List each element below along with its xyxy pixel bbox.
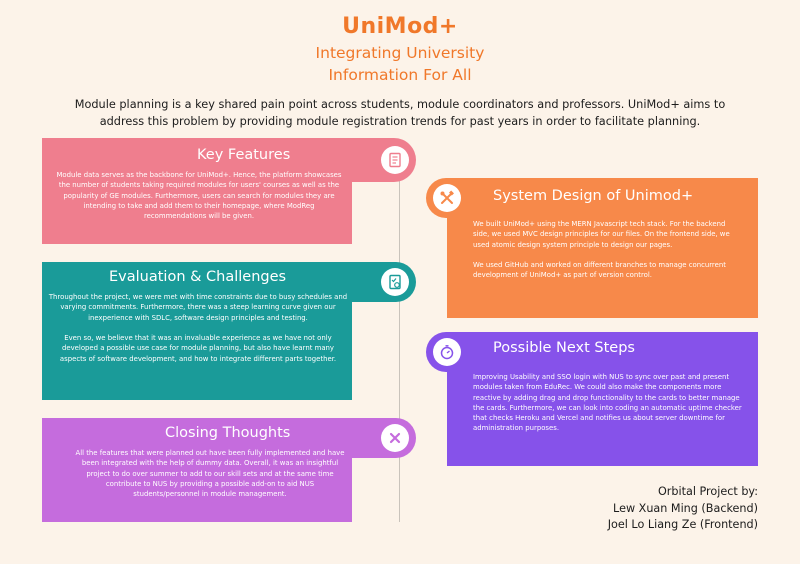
- document-list-icon: [381, 146, 409, 174]
- card-title: Possible Next Steps: [493, 340, 635, 356]
- card-body: [473, 372, 749, 434]
- card-paragraph: Throughout the project, we were met with time constraints due to busy schedules and varying commitments. Furthermore, there was a steep learning curve given our inexperience with SDLC, software design principles and testing.: [48, 293, 348, 322]
- card-paragraph: We built UniMod+ using the MERN Javascript tech stack. For the backend side, we used MVC design principles for our files. On the frontend side, we used atomic design system principle to design our pages.: [473, 220, 730, 249]
- intro-line-1: Module planning is a key shared pain point across students, module coordinators and professors. UniMod+ aims to: [74, 98, 726, 111]
- credits-heading: Orbital Project by:: [657, 485, 758, 498]
- credits-member-backend: Lew Xuan Ming (Backend): [613, 501, 758, 515]
- closing-thoughts-card: [42, 418, 372, 522]
- card-paragraph: Module data serves as the backbone for UniMod+. Hence, the platform showcases the number of students taking required modules for users' courses as well as the popularity of GE modules. Furthermore, users can search for modules they are intending to take and add them to their homepage, where ModReg recommendations will be given.: [56, 171, 342, 221]
- card-paragraph: All the features that were planned out have been fully implemented and have been integrated with the help of dummy data. Overall, it was an insightful project to do over summer to add to our skill sets and at the same time contribute to NUS by providing a possible add-on to aid NUS students/personnel in module management.: [75, 449, 345, 499]
- card-paragraph: Even so, we believe that it was an invaluable experience as we have not only developed a possible use case for module planning, but also have learnt many aspects of software development, and how to integrate different parts together.: [59, 334, 337, 363]
- tagline-line-2: Information For All: [328, 66, 472, 84]
- card-body: [52, 170, 346, 221]
- tagline-line-1: Integrating University: [315, 44, 485, 62]
- intro-line-2: address this problem by providing module registration trends for past years in order to facilitate planning.: [99, 115, 701, 128]
- tools-icon: [433, 184, 461, 212]
- intro-paragraph: [30, 96, 770, 130]
- card-paragraph: Improving Usability and SSO login with NUS to sync over past and present modules taken from EduRec. We could also make the components more reactive by adding drag and drop functionality to the cards to better manage the cards. Furthermore, we can look into coding an automatic uptime checker that checks Heroku and Vercel and notifies us about server downtime for administration purposes.: [473, 373, 742, 433]
- card-paragraph: We used GitHub and worked on different branches to manage concurrent development of UniMod+ as part of version control.: [473, 261, 726, 280]
- card-title: Evaluation & Challenges: [109, 269, 287, 285]
- possible-next-steps-card: [426, 332, 758, 466]
- card-body: [72, 448, 348, 499]
- key-features-card: [42, 138, 354, 244]
- timer-icon: [433, 338, 461, 366]
- card-title: Key Features: [197, 147, 291, 163]
- card-title: System Design of Unimod+: [493, 188, 694, 204]
- card-title: Closing Thoughts: [165, 425, 291, 441]
- card-body: [48, 292, 348, 364]
- center-divider: [399, 140, 400, 522]
- tagline: [0, 42, 800, 86]
- credits-member-frontend: Joel Lo Liang Ze (Frontend): [607, 518, 758, 531]
- evaluation-challenges-card: [42, 262, 372, 400]
- project-credits: [608, 484, 758, 534]
- card-body: [473, 219, 743, 281]
- close-x-icon: [381, 424, 409, 452]
- app-logo: UniMod+: [342, 14, 458, 39]
- system-design-card: [426, 178, 758, 318]
- checklist-icon: [381, 268, 409, 296]
